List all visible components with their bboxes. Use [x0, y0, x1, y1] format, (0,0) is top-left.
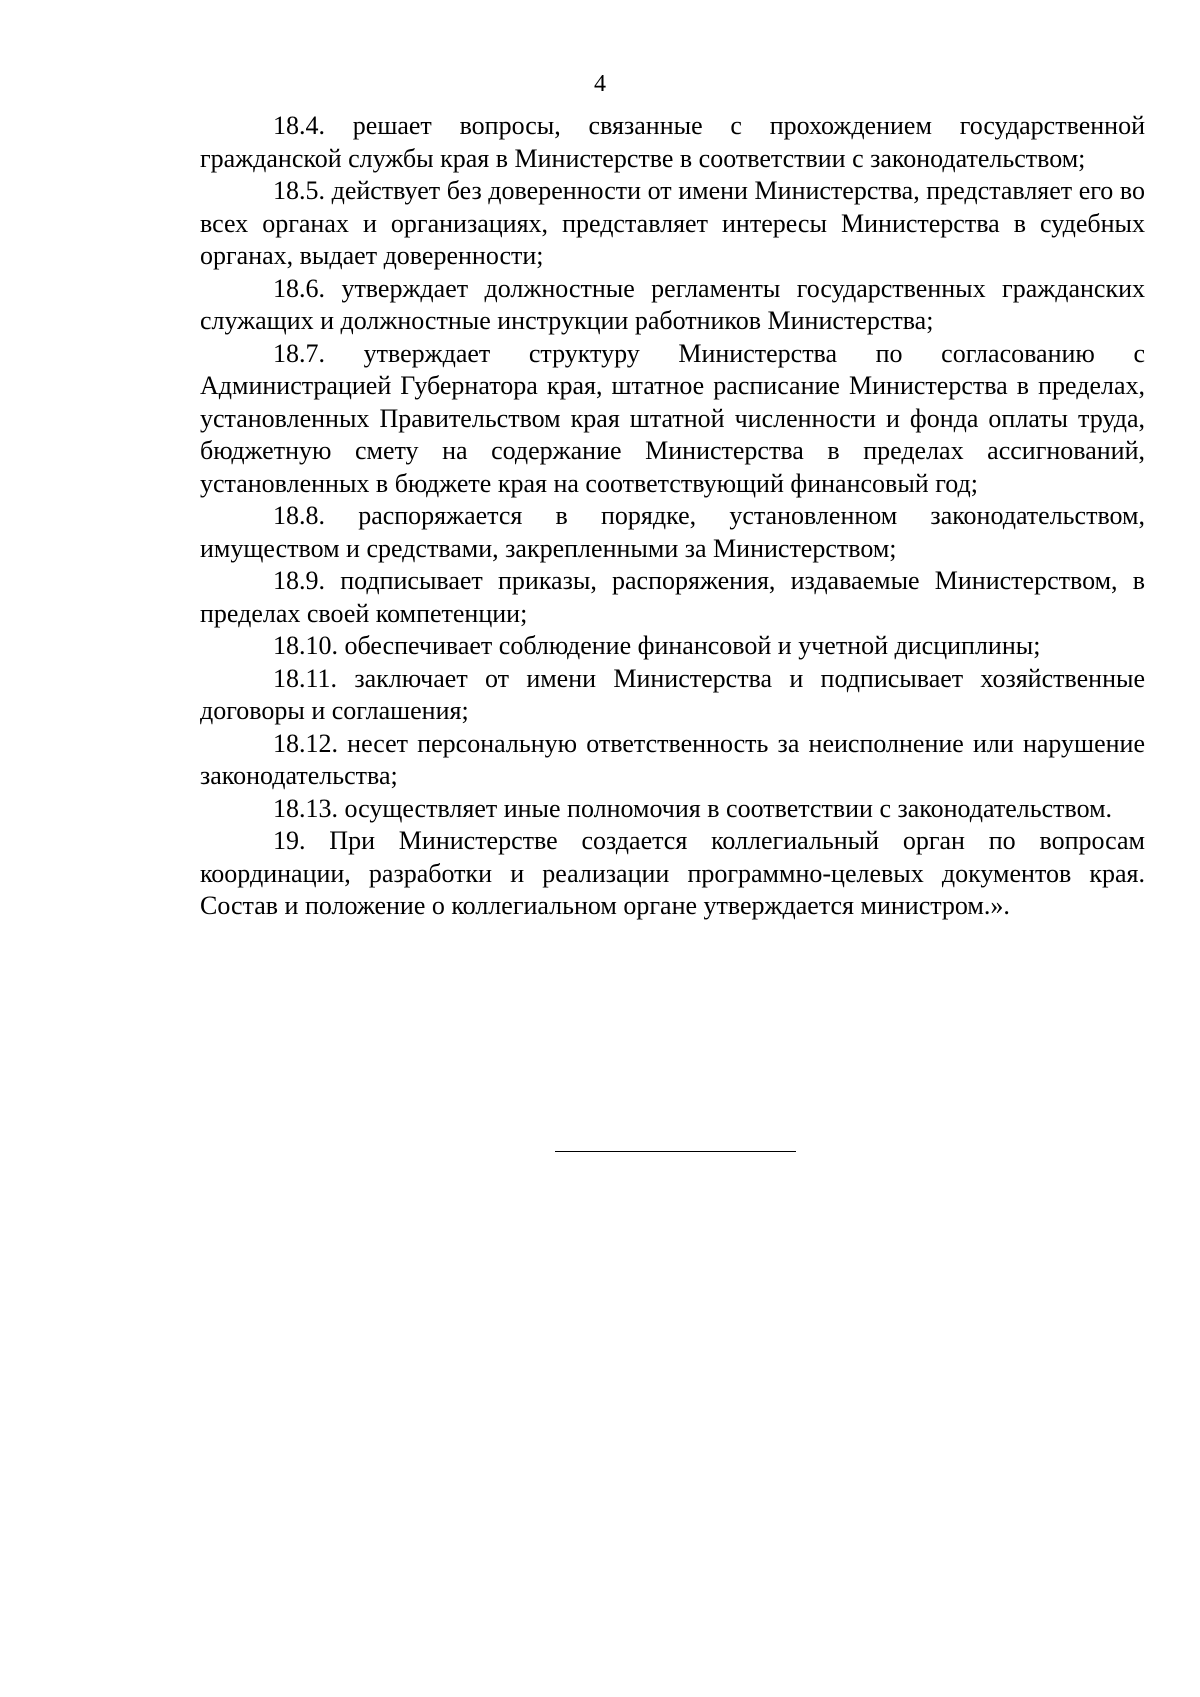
paragraph-19: 19. При Министерстве создается коллегиальный орган по вопросам координации, разработки и реализации программно-целевых документов края. Состав и положение о коллегиальном органе утверждается министром.». — [200, 826, 1145, 920]
paragraph-18-9: 18.9. подписывает приказы, распоряжения, издаваемые Министерством, в пределах своей компетенции; — [200, 566, 1145, 628]
page-number: 4 — [594, 71, 606, 97]
paragraph-18-7: 18.7. утверждает структуру Министерства по согласованию с Администрацией Губернатора края, штатное расписание Министерства в пределах, установленных Правительством края штатной численности и фонда оплаты труда, бюджетную смету на содержание Министерства в пределах ассигнований, установленных в бюджете края на соответствующий финансовый год; — [200, 338, 1145, 498]
paragraph-18-6: 18.6. утверждает должностные регламенты государственных гражданских служащих и должностные инструкции работников Министерства; — [200, 273, 1145, 335]
paragraph-18-4: 18.4. решает вопросы, связанные с прохождением государственной гражданской службы края в Министерстве в соответствии с законодательством; — [200, 111, 1145, 173]
paragraph-18-8: 18.8. распоряжается в порядке, установленном законодательством, имуществом и средствами, закрепленными за Министерством; — [200, 501, 1145, 563]
paragraph-18-5: 18.5. действует без доверенности от имени Министерства, представляет его во всех органах и организациях, представляет интересы Министерства в судебных органах, выдает доверенности; — [200, 176, 1145, 270]
end-separator-line — [555, 1151, 796, 1152]
paragraph-18-11: 18.11. заключает от имени Министерства и подписывает хозяйственные договоры и соглашения; — [200, 663, 1145, 725]
paragraph-18-10: 18.10. обеспечивает соблюдение финансовой и учетной дисциплины; — [273, 631, 1041, 660]
paragraph-18-12: 18.12. несет персональную ответственность за неисполнение или нарушение законодательства; — [200, 728, 1145, 790]
paragraph-18-13: 18.13. осуществляет иные полномочия в соответствии с законодательством. — [273, 793, 1113, 823]
document-body — [200, 110, 1145, 923]
